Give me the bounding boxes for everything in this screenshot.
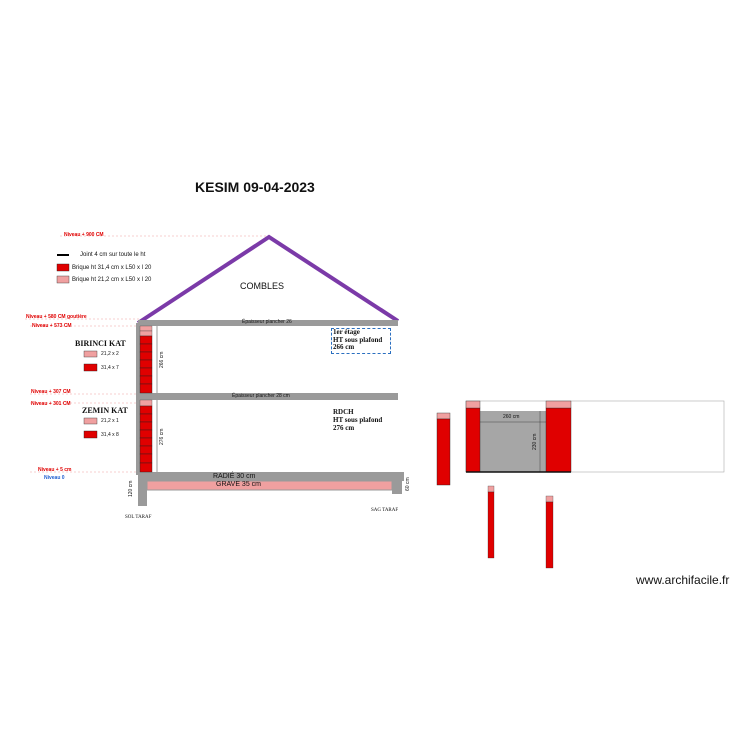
zemin-row1: 21,2 x 1 [101, 418, 119, 424]
brick-314 [140, 454, 152, 463]
dim-266-label: 266 cm [159, 351, 165, 368]
level-0: Niveau 0 [44, 475, 65, 481]
brick-212 [140, 400, 152, 406]
rdch-label [333, 408, 382, 432]
brick-314 [140, 463, 152, 472]
legend-swatch-212 [57, 276, 69, 283]
etage-line-1: 1er étage [333, 328, 360, 336]
legend-314-label: Brique ht 31,4 cm x L50 x l 20 [72, 265, 152, 271]
level-573: Niveau + 573 CM [32, 323, 72, 329]
birinci-swatch-314 [84, 364, 97, 371]
rdch-line-1: RDCH [333, 408, 354, 416]
brick-314 [140, 422, 152, 430]
wall-post-left [136, 323, 140, 475]
dim-230-label: 230 cm [532, 433, 538, 450]
brick-314 [140, 406, 152, 414]
birinci-kat-label: BIRINCI KAT [75, 339, 126, 348]
brick-314 [140, 352, 152, 360]
zemin-kat-label: ZEMIN KAT [82, 406, 128, 415]
birinci-row1: 21,2 x 2 [101, 351, 119, 357]
legend-swatch-314 [57, 264, 69, 271]
elevation-cap-right [546, 401, 571, 408]
lower-brick-column [140, 400, 152, 472]
level-307: Niveau + 307 CM [31, 389, 71, 395]
thin-column-cap-2 [546, 496, 553, 502]
elevation-brick-left [466, 408, 480, 472]
rdch-line-2: HT sous plafond [333, 416, 383, 424]
brick-314 [140, 430, 152, 438]
brick-314 [140, 384, 152, 393]
legend-joint-label: Joint 4 cm sur toute le ht [80, 252, 146, 258]
thin-column-2 [546, 502, 553, 568]
zemin-row2: 31,4 x 8 [101, 432, 119, 438]
sol-taraf-label: SOL TARAF [125, 515, 152, 520]
radie-label: RADIÉ 30 cm [213, 473, 256, 480]
brick-314 [140, 344, 152, 352]
footing-left [138, 480, 147, 506]
level-900: Niveau + 900 CM [64, 232, 104, 238]
birinci-swatch-212 [84, 351, 97, 357]
etage-line-2: HT sous plafond [333, 335, 383, 344]
dim-60-label: 60 cm [405, 477, 411, 491]
level-301: Niveau + 301 CM [31, 401, 71, 407]
drawing-title: KESIM 09-04-2023 [195, 179, 315, 195]
legend-212-label: Brique ht 21,2 cm x L50 x l 20 [72, 277, 152, 283]
brick-314 [140, 446, 152, 454]
grave-label: GRAVE 35 cm [216, 481, 261, 488]
slab-radie [138, 472, 404, 481]
brick-314 [140, 360, 152, 368]
thin-column-cap-1 [488, 486, 494, 492]
brick-314 [140, 438, 152, 446]
brick-212 [140, 331, 152, 336]
sag-taraf-label: SAG TARAF [371, 508, 399, 513]
rdch-line-3: 276 cm [333, 424, 355, 432]
combles-label: COMBLES [240, 281, 285, 291]
etage-line-3: 266 cm [333, 343, 355, 351]
zemin-swatch-314 [84, 431, 97, 438]
level-580: Niveau + 580 CM goutière [26, 314, 87, 320]
slab-grave [147, 481, 392, 490]
dim-120-label: 120 cm [128, 480, 134, 497]
elevation-brick-right [546, 408, 571, 472]
side-elevation [437, 401, 724, 568]
roof-outline [138, 237, 398, 323]
plancher-28-label: Épaisseur plancher 28 cm [232, 393, 290, 399]
plancher-26-label: Épaisseur plancher 26 [242, 319, 292, 325]
footing-right [392, 480, 402, 494]
watermark: www.archifacile.fr [636, 573, 730, 587]
brick-212 [140, 326, 152, 331]
isolated-column [437, 419, 450, 485]
dim-276-label: 276 cm [159, 428, 165, 445]
etage-label [333, 329, 382, 352]
zemin-swatch-212 [84, 418, 97, 424]
birinci-row2: 31,4 x 7 [101, 365, 119, 371]
elevation-cap-left [466, 401, 480, 408]
thin-column-1 [488, 492, 494, 558]
dim-260-label: 260 cm [503, 414, 520, 420]
brick-314 [140, 368, 152, 376]
brick-314 [140, 376, 152, 384]
upper-brick-column [140, 326, 152, 393]
brick-314 [140, 336, 152, 344]
isolated-column-cap [437, 413, 450, 419]
level-5: Niveau + 5 cm [38, 467, 72, 473]
brick-314 [140, 414, 152, 422]
